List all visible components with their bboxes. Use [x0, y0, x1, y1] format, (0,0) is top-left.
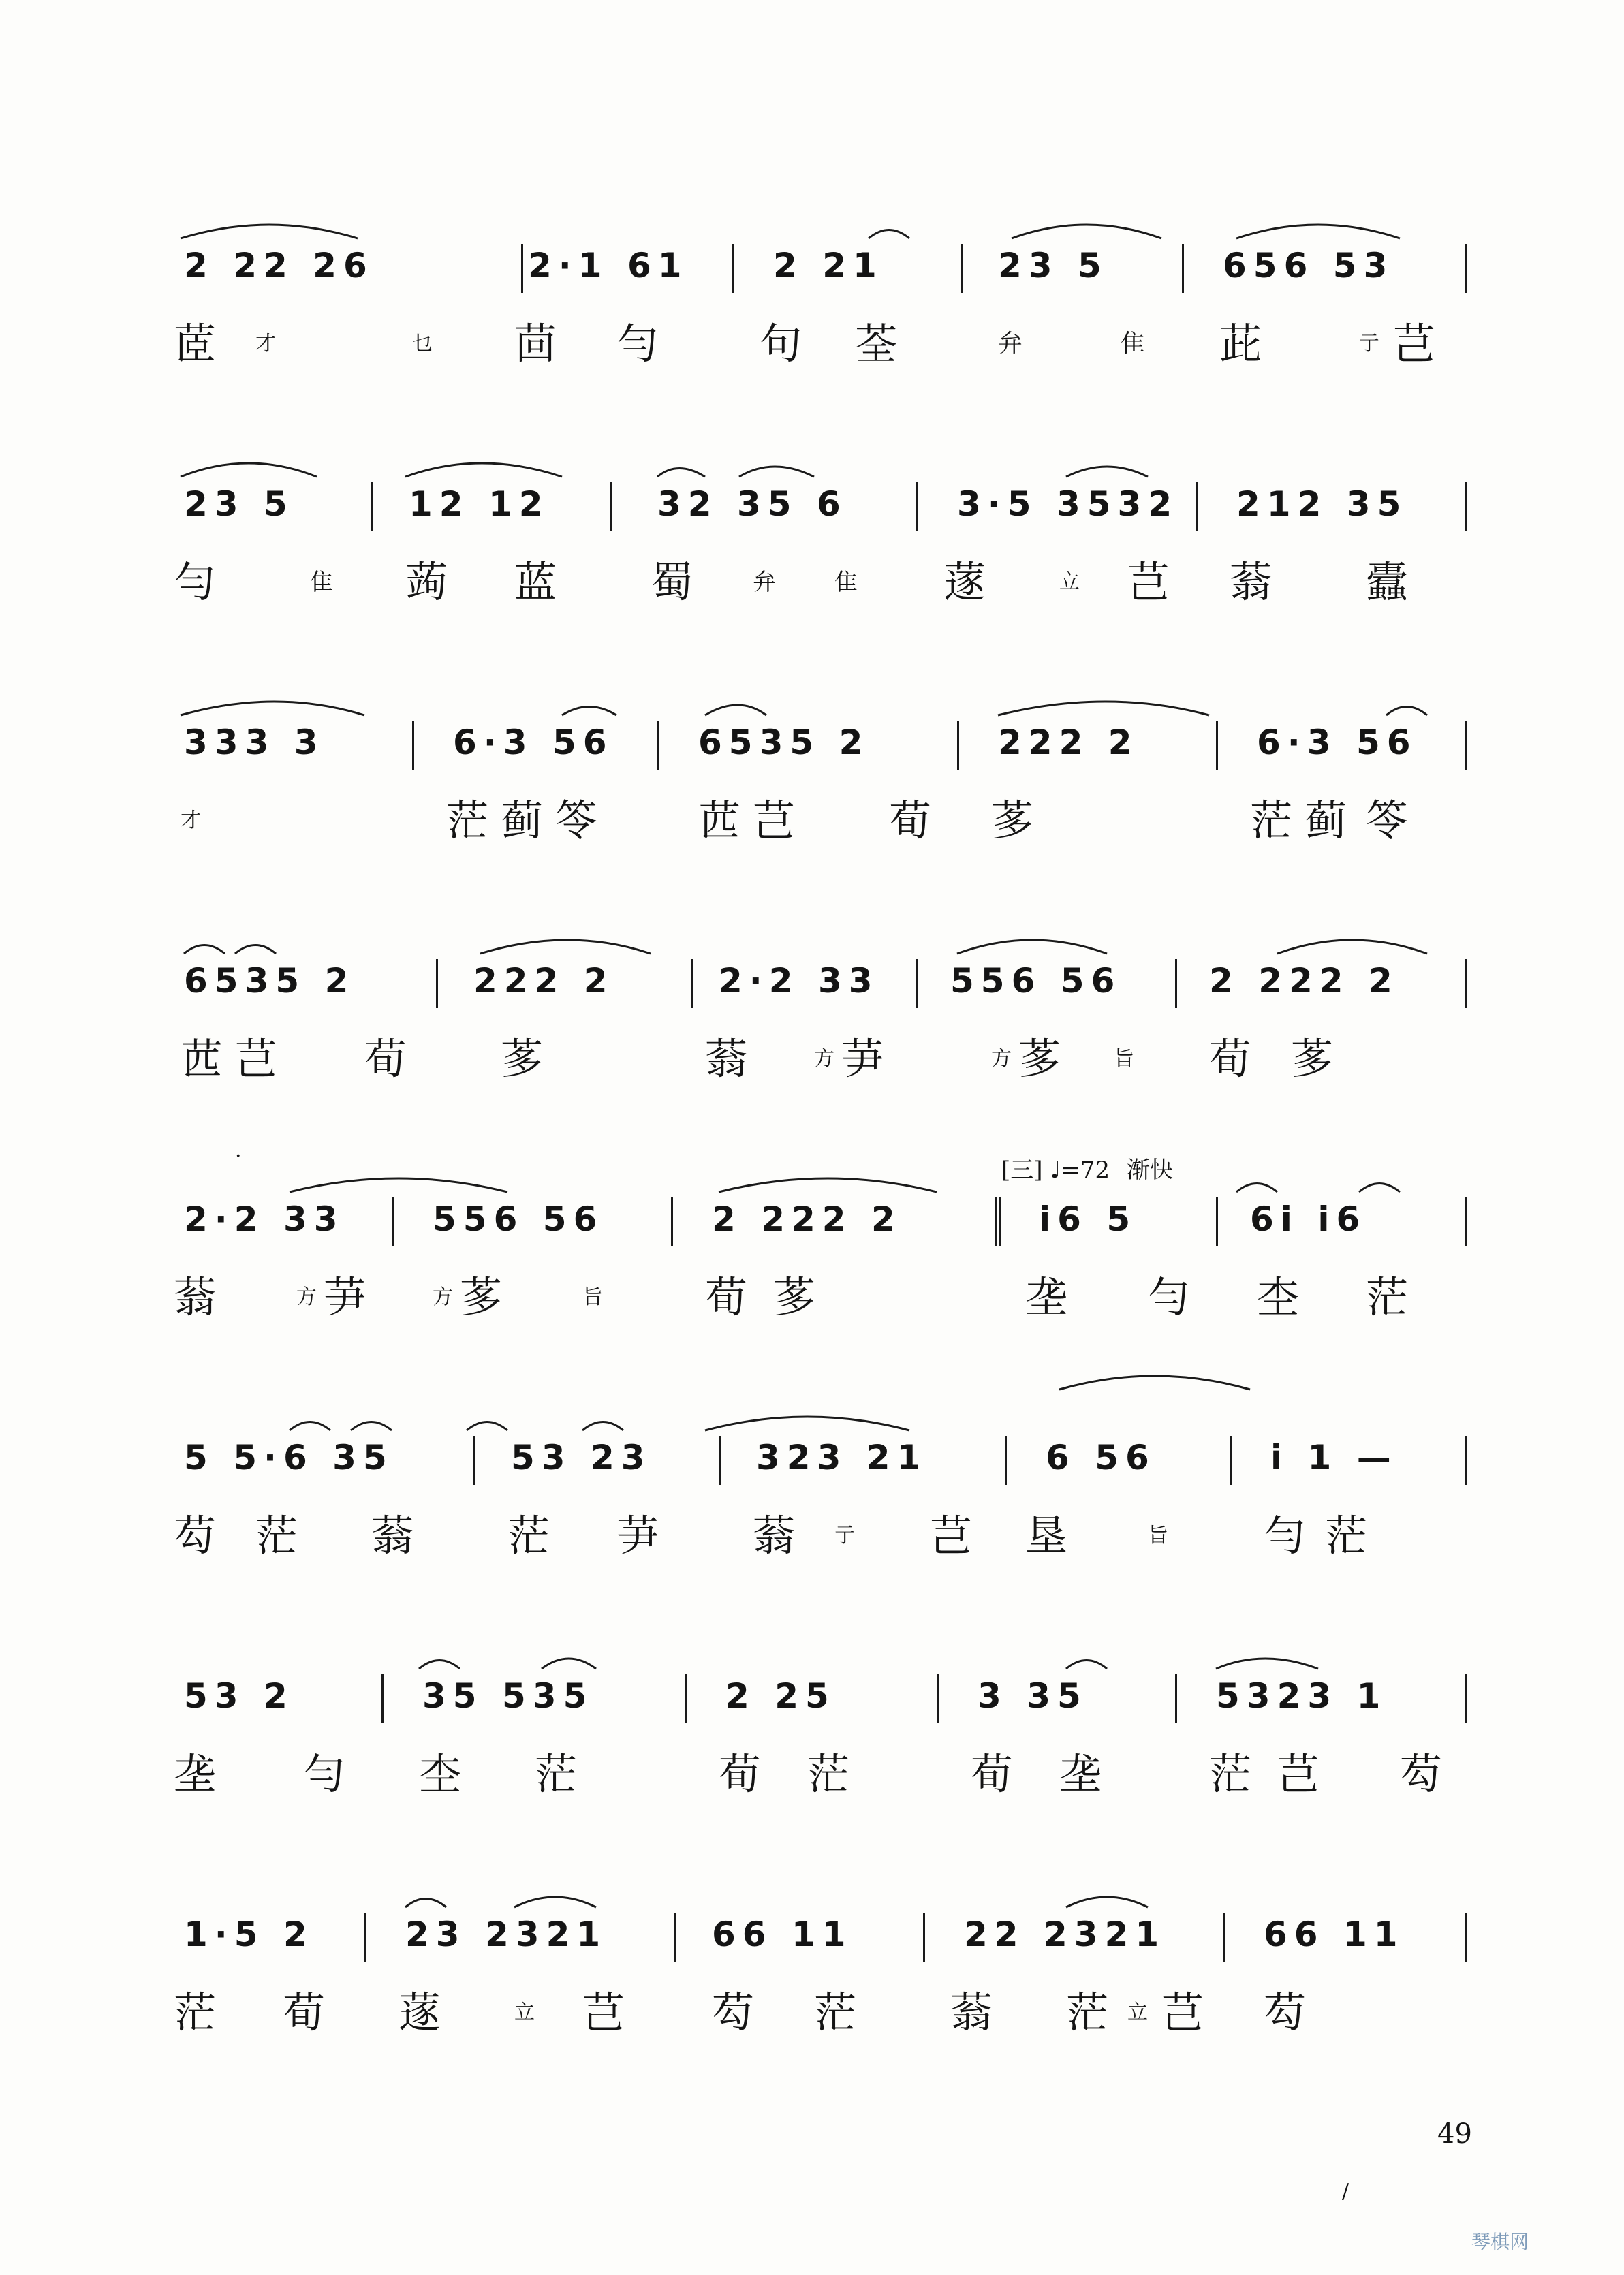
measure-1: 5 5·6 35	[184, 1438, 394, 1477]
tab-char: 茤	[991, 796, 1034, 845]
tab-char: 立	[1059, 570, 1080, 594]
tempo-label: ♩=72	[1050, 1157, 1110, 1184]
barline	[1223, 1913, 1225, 1962]
tablature-row	[174, 1737, 1468, 1812]
tab-char: 蓝	[514, 557, 557, 607]
measure-3: 32 35 6	[657, 484, 847, 524]
tab-char: 垄	[174, 1749, 217, 1799]
measure-3: 2 222 2	[712, 1199, 902, 1239]
barline	[1465, 1436, 1467, 1485]
notation-row	[174, 1907, 1468, 1962]
tablature-row	[174, 783, 1468, 858]
tab-char: 芑	[930, 1511, 973, 1560]
barline	[392, 1197, 394, 1246]
tab-char: 茤	[1291, 1034, 1334, 1084]
barline	[719, 1436, 721, 1485]
tab-char: 荃	[855, 319, 898, 368]
tab-char: 蜀	[651, 557, 693, 607]
barline	[685, 1674, 687, 1723]
tab-char: 杢	[1257, 1272, 1300, 1322]
measure-1: 2 22 26	[184, 246, 374, 285]
barline	[691, 959, 693, 1008]
tab-char: 茝	[174, 319, 217, 368]
tablature-row	[174, 545, 1468, 620]
tab-char: 乜	[412, 332, 433, 356]
tablature-row	[174, 1260, 1468, 1335]
tab-char: 方	[814, 1047, 834, 1071]
tab-char: 芛	[841, 1034, 884, 1084]
measure-1: 6535 2	[184, 961, 356, 1001]
measure-1: 53 2	[184, 1676, 294, 1716]
tab-char: 蓟	[501, 796, 544, 845]
tab-char: 蓊	[371, 1511, 414, 1560]
tablature-row	[174, 307, 1468, 381]
tab-char: 蒟	[405, 557, 448, 607]
notation-row	[174, 954, 1468, 1008]
tempo-direction: 渐快	[1126, 1157, 1173, 1184]
barline	[521, 244, 523, 293]
watermark-logo: 琴棋网	[1471, 2231, 1529, 2253]
measure-2: 222 2	[473, 961, 614, 1001]
barline	[957, 721, 959, 770]
tab-char: 茤	[460, 1272, 503, 1322]
measure-3: 66 11	[712, 1915, 853, 1954]
tab-char: 勻	[616, 319, 659, 368]
page-number: 49	[1437, 2118, 1472, 2150]
tab-char: 蓫	[399, 1988, 441, 2037]
barline	[674, 1913, 676, 1962]
tab-char: 苉	[698, 796, 741, 845]
tablature-row	[174, 1499, 1468, 1573]
barline	[916, 482, 918, 531]
barline	[1216, 721, 1218, 770]
tab-char: 勻	[303, 1749, 346, 1799]
measure-4: 556 56	[950, 961, 1122, 1001]
measure-4: i6 5	[1039, 1199, 1138, 1239]
measure-4: 3·5 3532	[957, 484, 1179, 524]
staff-system-2	[174, 477, 1468, 654]
tab-char: 荀	[719, 1749, 762, 1799]
tab-char: 茫	[507, 1511, 550, 1560]
tab-char: 蓊	[705, 1034, 748, 1084]
measure-3: 6535 2	[698, 723, 870, 762]
measure-5: 212 35	[1236, 484, 1408, 524]
tab-char: 苉	[181, 1034, 223, 1084]
measure-3: 2 21	[773, 246, 884, 285]
tab-char: 茴	[514, 319, 557, 368]
measure-5: i 1 —	[1270, 1438, 1398, 1477]
barline	[381, 1674, 384, 1723]
tab-char: 旨	[1114, 1047, 1134, 1071]
measure-2: 2·1 61	[528, 246, 689, 285]
tab-char: 勻	[174, 557, 217, 607]
tab-char: 茫	[1209, 1749, 1252, 1799]
barline	[916, 959, 918, 1008]
scan-speck: /	[1342, 2180, 1349, 2203]
scan-speck: ·	[235, 1144, 242, 1168]
tab-char: 立	[514, 2001, 535, 2024]
tab-char: 隹	[834, 569, 858, 596]
measure-1: 2·2 33	[184, 1199, 345, 1239]
tab-char: 垄	[1025, 1272, 1068, 1322]
tab-char: 芑	[582, 1988, 625, 2037]
barline	[1175, 959, 1177, 1008]
measure-2: 12 12	[409, 484, 550, 524]
notation-row	[174, 1192, 1468, 1246]
measure-4: 3 35	[978, 1676, 1088, 1716]
measure-2: 35 535	[422, 1676, 594, 1716]
barline	[1182, 244, 1184, 293]
tab-char: 芑	[1277, 1749, 1320, 1799]
tab-char: 弁	[998, 330, 1023, 358]
measure-5: 6i i6	[1250, 1199, 1367, 1239]
staff-system-8	[174, 1907, 1468, 2084]
tab-char: 荀	[705, 1272, 748, 1322]
tab-char: 芑	[235, 1034, 278, 1084]
tab-char: 才	[181, 809, 201, 832]
tab-char: 方	[991, 1047, 1012, 1071]
staff-system-1	[174, 238, 1468, 415]
tab-char: 芶	[1264, 1988, 1307, 2037]
tab-char: 旨	[582, 1285, 603, 1309]
barline	[371, 482, 373, 531]
tab-char: 芑	[1127, 557, 1170, 607]
measure-2: 53 23	[511, 1438, 652, 1477]
tab-char: 茤	[501, 1034, 544, 1084]
tab-char: 茫	[1250, 796, 1293, 845]
barline	[671, 1197, 673, 1246]
tab-char: 杢	[419, 1749, 462, 1799]
measure-5: 5323 1	[1216, 1676, 1388, 1716]
tab-char: 隹	[310, 569, 333, 596]
measure-5: 6·3 56	[1257, 723, 1418, 762]
tab-char: 茫	[1366, 1272, 1409, 1322]
tab-char: 荀	[889, 796, 932, 845]
tab-char: 茈	[1219, 319, 1262, 368]
barline	[364, 1913, 366, 1962]
tab-char: 芛	[616, 1511, 659, 1560]
tab-char: 弁	[753, 569, 776, 596]
section-label: [三]	[1001, 1157, 1043, 1184]
tab-char: 芑	[1393, 319, 1436, 368]
barline	[1465, 721, 1467, 770]
measure-4: 23 5	[998, 246, 1108, 285]
barline	[1196, 482, 1198, 531]
barline	[1230, 1436, 1232, 1485]
tab-char: 茫	[807, 1749, 850, 1799]
tab-char: 隹	[1121, 330, 1146, 358]
measure-5: 66 11	[1264, 1915, 1405, 1954]
tab-char: 芛	[324, 1272, 366, 1322]
barline	[473, 1436, 475, 1485]
tab-char: 茫	[174, 1988, 217, 2037]
tab-char: 芑	[753, 796, 796, 845]
barline	[1465, 244, 1467, 293]
tab-char: 荀	[971, 1749, 1014, 1799]
staff-system-6	[174, 1430, 1468, 1607]
tab-char: 茫	[1066, 1988, 1109, 2037]
measure-4: 222 2	[998, 723, 1139, 762]
barline	[961, 244, 963, 293]
tab-char: 芑	[1161, 1988, 1204, 2037]
tab-char: 蓫	[943, 557, 986, 607]
barline	[610, 482, 612, 531]
tab-char: 垦	[1025, 1511, 1068, 1560]
staff-system-5	[174, 1192, 1468, 1369]
barline	[1465, 959, 1467, 1008]
tab-char: 亍	[834, 1524, 855, 1548]
measure-4: 6 56	[1046, 1438, 1156, 1477]
tab-char: 茫	[1325, 1511, 1368, 1560]
tab-char: 句	[760, 319, 802, 368]
tab-char: 才	[255, 332, 276, 356]
barline	[436, 959, 438, 1008]
double-barline	[995, 1197, 1001, 1246]
notation-row	[174, 715, 1468, 770]
tab-char: 荀	[1209, 1034, 1252, 1084]
tab-char: 茫	[814, 1988, 857, 2037]
tab-char: 蓟	[1305, 796, 1347, 845]
tab-char: 旨	[1148, 1524, 1168, 1548]
barline	[732, 244, 734, 293]
tab-char: 茤	[1018, 1034, 1061, 1084]
barline	[1465, 1674, 1467, 1723]
notation-row	[174, 238, 1468, 293]
staff-system-7	[174, 1669, 1468, 1846]
tab-char: 茤	[773, 1272, 816, 1322]
tab-char: 芶	[174, 1511, 217, 1560]
tab-char: 蠹	[1366, 557, 1409, 607]
measure-2: 556 56	[433, 1199, 604, 1239]
measure-4: 22 2321	[964, 1915, 1166, 1954]
barline	[1465, 1197, 1467, 1246]
measure-3: 2 25	[725, 1676, 836, 1716]
tab-char: 蓊	[1230, 557, 1272, 607]
tab-char: 芶	[712, 1988, 755, 2037]
measure-2: 23 2321	[405, 1915, 608, 1954]
tab-char: 亍	[1359, 332, 1379, 356]
tab-char: 茫	[535, 1749, 578, 1799]
tab-char: 笭	[1366, 796, 1409, 845]
barline	[657, 721, 659, 770]
barline	[1175, 1674, 1177, 1723]
tab-char: 立	[1127, 2001, 1148, 2024]
measure-5: 2 222 2	[1209, 961, 1399, 1001]
notation-row	[174, 1669, 1468, 1723]
tab-char: 垄	[1059, 1749, 1102, 1799]
tab-char: 茫	[255, 1511, 298, 1560]
tab-char: 蓊	[950, 1988, 993, 2037]
measure-2: 6·3 56	[453, 723, 614, 762]
barline	[923, 1913, 925, 1962]
measure-1: 23 5	[184, 484, 294, 524]
barline	[412, 721, 414, 770]
tablature-row	[174, 1975, 1468, 2050]
tab-char: 笭	[555, 796, 598, 845]
barline	[1465, 482, 1467, 531]
tab-char: 芶	[1400, 1749, 1443, 1799]
barline	[1005, 1436, 1007, 1485]
barline	[937, 1674, 939, 1723]
tab-char: 勻	[1264, 1511, 1307, 1560]
tablature-row	[174, 1022, 1468, 1097]
measure-1: 1·5 2	[184, 1915, 314, 1954]
tab-char: 蓊	[753, 1511, 796, 1560]
staff-system-3	[174, 715, 1468, 892]
tab-char: 荀	[364, 1034, 407, 1084]
barline	[1216, 1197, 1218, 1246]
notation-row	[174, 477, 1468, 531]
tab-char: 勻	[1148, 1272, 1191, 1322]
tab-char: 蓊	[174, 1272, 217, 1322]
barline	[1465, 1913, 1467, 1962]
measure-1: 333 3	[184, 723, 325, 762]
measure-5: 656 53	[1223, 246, 1394, 285]
tab-char: 荀	[283, 1988, 326, 2037]
tab-char: 方	[433, 1285, 453, 1309]
measure-3: 2·2 33	[719, 961, 879, 1001]
measure-3: 323 21	[756, 1438, 928, 1477]
notation-row	[174, 1430, 1468, 1485]
tab-char: 方	[296, 1285, 317, 1309]
staff-system-4	[174, 954, 1468, 1131]
tab-char: 茫	[446, 796, 489, 845]
